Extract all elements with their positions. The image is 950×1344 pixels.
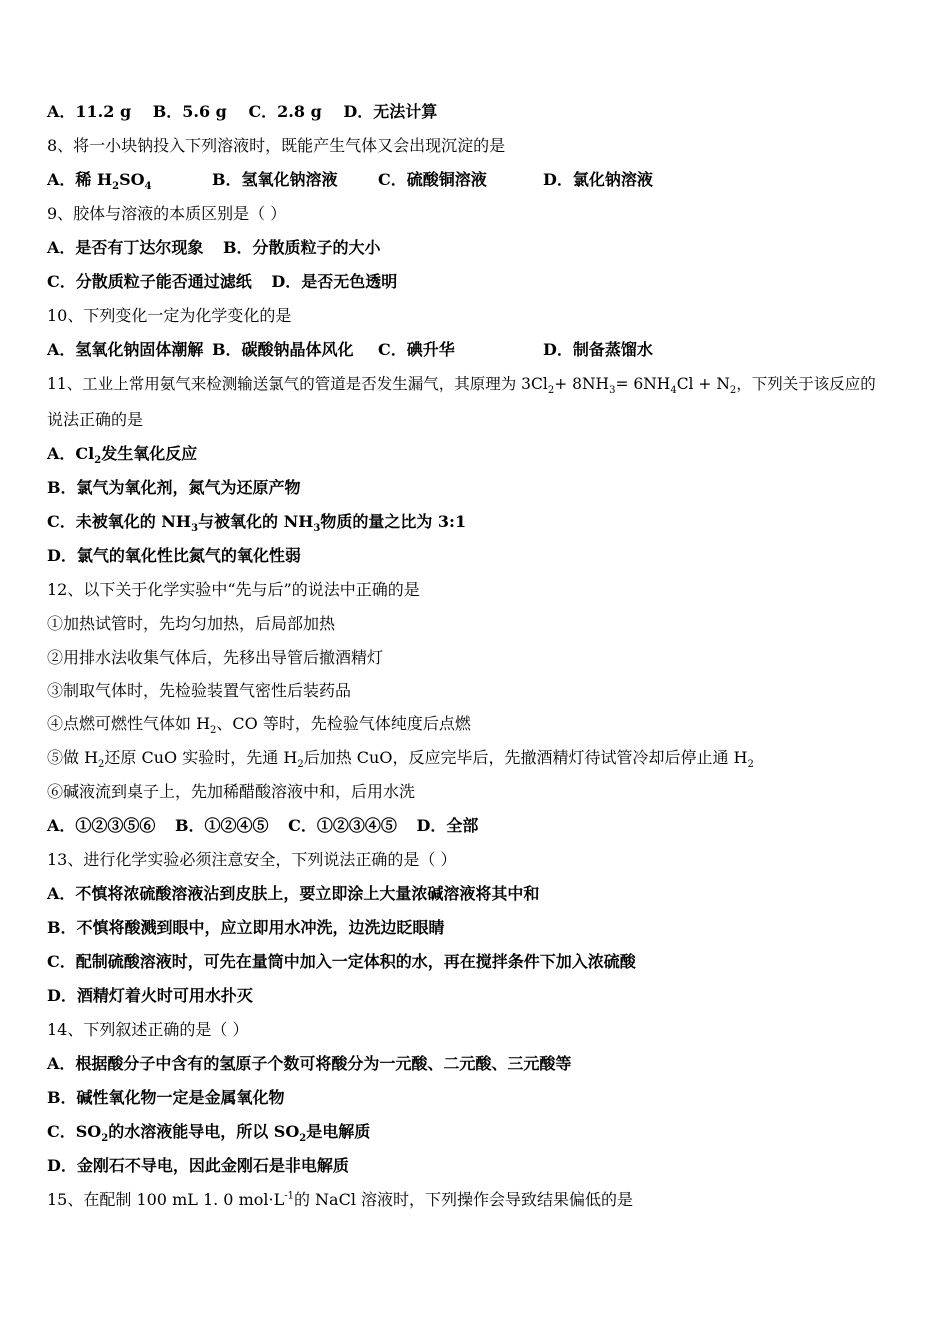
q10-stem: 10、下列变化一定为化学变化的是 <box>47 306 292 325</box>
q13-option-b: B．不慎将酸溅到眼中，应立即用水冲洗，边洗边眨眼睛 <box>47 918 445 937</box>
q8-stem: 8、将一小块钠投入下列溶液时，既能产生气体又会出现沉淀的是 <box>47 136 506 155</box>
q14-option-d: D．金刚石不导电，因此金刚石是非电解质 <box>47 1156 349 1175</box>
q13-option-a: A．不慎将浓硫酸溶液沾到皮肤上，要立即涂上大量浓碱溶液将其中和 <box>47 884 540 903</box>
q11-option-d: D．氯气的氧化性比氮气的氧化性弱 <box>47 546 301 565</box>
q12-item-4: ④点燃可燃性气体如 $H_2$、CO 等时，先检验气体纯度后点燃 <box>47 714 471 737</box>
q12-option-d: D．全部 <box>416 816 479 835</box>
q12-item-3: ③制取气体时，先检验装置气密性后装药品 <box>47 681 352 700</box>
q12-option-b: B．①②④⑤ <box>175 816 269 835</box>
q9-options-row1 <box>47 238 381 258</box>
q9-option-c: C．分散质粒子能否通过滤纸 <box>47 272 252 291</box>
q14-option-c: C．$SO_2$的水溶液能导电，所以 $SO_2$是电解质 <box>47 1122 371 1145</box>
q14-option-b: B．碱性氧化物一定是金属氧化物 <box>47 1088 285 1107</box>
q11-option-c: C．未被氧化的 $NH_3$与被氧化的 $NH_3$物质的量之比为 3:1 <box>47 512 467 535</box>
q11-option-a: A．$Cl_2$发生氧化反应 <box>47 444 198 467</box>
q9-options-row2 <box>47 272 397 292</box>
q10-option-c: C．碘升华 <box>378 340 455 359</box>
q8-option-a: A．稀 $H_2SO_4$ <box>47 170 152 193</box>
q14-stem: 14、下列叙述正确的是（ ） <box>47 1020 249 1039</box>
q12-item-6: ⑥碱液流到桌子上，先加稀醋酸溶液中和，后用水洗 <box>47 782 416 801</box>
q8-option-b: B．氢氧化钠溶液 <box>212 170 338 189</box>
q12-item-1: ①加热试管时，先均匀加热，后局部加热 <box>47 614 336 633</box>
q10-option-a: A．氢氧化钠固体潮解 <box>47 340 204 359</box>
q9-option-b: B．分散质粒子的大小 <box>223 238 381 257</box>
q11-option-b: B．氯气为氧化剂，氮气为还原产物 <box>47 478 301 497</box>
q9-option-d: D．是否无色透明 <box>271 272 398 291</box>
q8-option-d: D．氯化钠溶液 <box>543 170 653 189</box>
q12-option-c: C．①②③④⑤ <box>288 816 397 835</box>
q11-stem-continued: 说法正确的是 <box>47 410 144 429</box>
q12-item-2: ②用排水法收集气体后，先移出导管后撤酒精灯 <box>47 648 384 667</box>
q7-option-c: C．2.8 g <box>248 102 322 121</box>
q8-option-c: C．硫酸铜溶液 <box>378 170 487 189</box>
q11-stem: 11、工业上常用氨气来检测输送氯气的管道是否发生漏气，其原理为 $3Cl_2+ 8NH_3= 6NH_4Cl + N_2$，下列关于该反应的 <box>47 375 876 397</box>
q12-stem: 12、以下关于化学实验中“先与后”的说法中正确的是 <box>47 580 420 599</box>
q14-option-a: A．根据酸分子中含有的氢原子个数可将酸分为一元酸、二元酸、三元酸等 <box>47 1054 572 1073</box>
q7-option-d: D．无法计算 <box>343 102 438 121</box>
q13-option-d: D．酒精灯着火时可用水扑灭 <box>47 986 253 1005</box>
q9-option-a: A．是否有丁达尔现象 <box>47 238 204 257</box>
q8-options <box>47 170 653 193</box>
q7-option-a: A．11.2 g <box>47 102 132 121</box>
q15-stem: 15、在配制 100 mL 1. 0 $mol\cdot L^{-1}$的 NaCl 溶液时，下列操作会导致结果偏低的是 <box>47 1190 634 1209</box>
q13-option-c: C．配制硫酸溶液时，可先在量筒中加入一定体积的水，再在搅拌条件下加入浓硫酸 <box>47 952 636 971</box>
q10-options <box>47 340 653 360</box>
q9-stem: 9、胶体与溶液的本质区别是（ ） <box>47 204 287 223</box>
q7-options <box>47 102 437 122</box>
q7-option-b: B．5.6 g <box>152 102 227 121</box>
q12-option-a: A．①②③⑤⑥ <box>47 816 156 835</box>
q12-options <box>47 816 478 836</box>
q12-item-5: ⑤做 $H_2$还原 CuO 实验时，先通 $H_2$后加热 CuO，反应完毕后，先撤酒精灯待试管冷却后停止通 $H_2$ <box>47 748 754 771</box>
q10-option-d: D．制备蒸馏水 <box>543 340 653 359</box>
q10-option-b: B．碳酸钠晶体风化 <box>212 340 354 359</box>
q13-stem: 13、进行化学实验必须注意安全，下列说法正确的是（ ） <box>47 850 457 869</box>
